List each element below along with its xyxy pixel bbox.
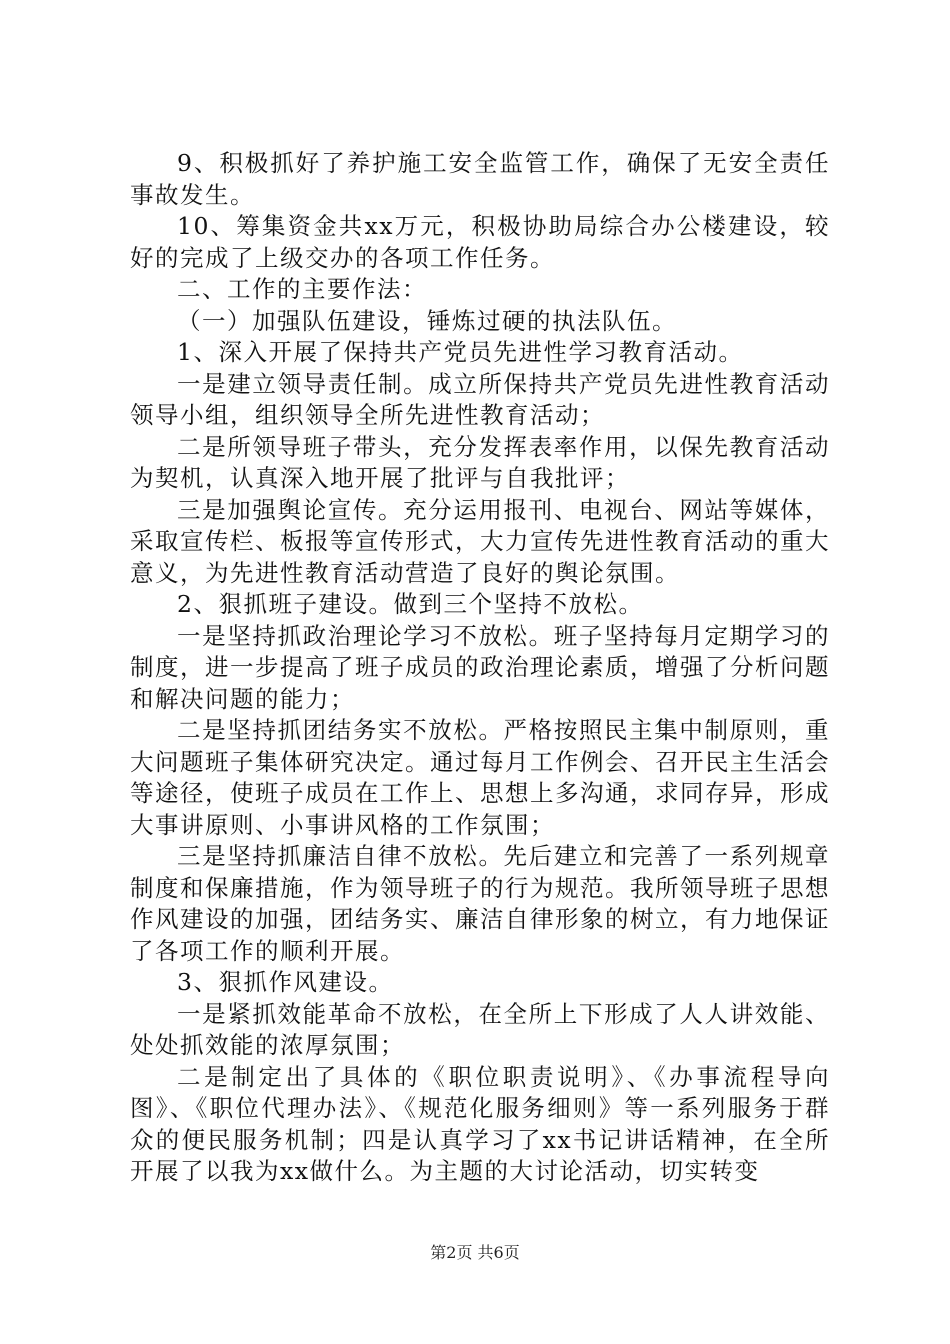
paragraph: 二是制定出了具体的《职位职责说明》、《办事流程导向图》、《职位代理办法》、《规范化服务细则》等一系列服务于群众的便民服务机制；四是认真学习了xx书记讲话精神，在全所开展了以我为xx做什么。为主题的大讨论活动，切实转变 xyxy=(130,1062,830,1185)
paragraph: 二是坚持抓团结务实不放松。严格按照民主集中制原则，重大问题班子集体研究决定。通过每月工作例会、召开民主生活会等途径，使班子成员在工作上、思想上多沟通，求同存异，形成大事讲原则、小事讲风格的工作氛围； xyxy=(130,716,830,839)
page-number-footer: 第2页 共6页 xyxy=(430,1243,520,1262)
paragraph: 1、深入开展了保持共产党员先进性学习教育活动。 xyxy=(177,338,744,366)
paragraph: 三是坚持抓廉洁自律不放松。先后建立和完善了一系列规章制度和保廉措施，作为领导班子的行为规范。我所领导班子思想作风建设的加强，团结务实、廉洁自律形象的树立，有力地保证了各项工作的顺利开展。 xyxy=(130,842,830,965)
paragraph: 一是建立领导责任制。成立所保持共产党员先进性教育活动领导小组，组织领导全所先进性教育活动； xyxy=(130,369,830,429)
subsection-heading: （一）加强队伍建设，锤炼过硬的执法队伍。 xyxy=(177,306,677,335)
paragraph: 一是坚持抓政治理论学习不放松。班子坚持每月定期学习的制度，进一步提高了班子成员的政治理论素质，增强了分析问题和解决问题的能力； xyxy=(130,621,830,713)
paragraph: 三是加强舆论宣传。充分运用报刊、电视台、网站等媒体，采取宣传栏、板报等宣传形式，大力宣传先进性教育活动的重大意义，为先进性教育活动营造了良好的舆论氛围。 xyxy=(130,495,830,587)
paragraph: 一是紧抓效能革命不放松，在全所上下形成了人人讲效能、处处抓效能的浓厚氛围； xyxy=(130,999,830,1059)
document-body xyxy=(130,148,830,1188)
paragraph: 3、狠抓作风建设。 xyxy=(177,968,394,996)
paragraph: 9、积极抓好了养护施工安全监管工作，确保了无安全责任事故发生。 xyxy=(130,149,830,209)
section-heading: 二、工作的主要作法： xyxy=(177,275,427,303)
paragraph: 二是所领导班子带头，充分发挥表率作用，以保先教育活动为契机，认真深入地开展了批评与自我批评； xyxy=(130,432,830,492)
paragraph: 10、筹集资金共xx万元，积极协助局综合办公楼建设，较好的完成了上级交办的各项工作任务。 xyxy=(130,212,830,272)
paragraph: 2、狠抓班子建设。做到三个坚持不放松。 xyxy=(177,590,644,618)
